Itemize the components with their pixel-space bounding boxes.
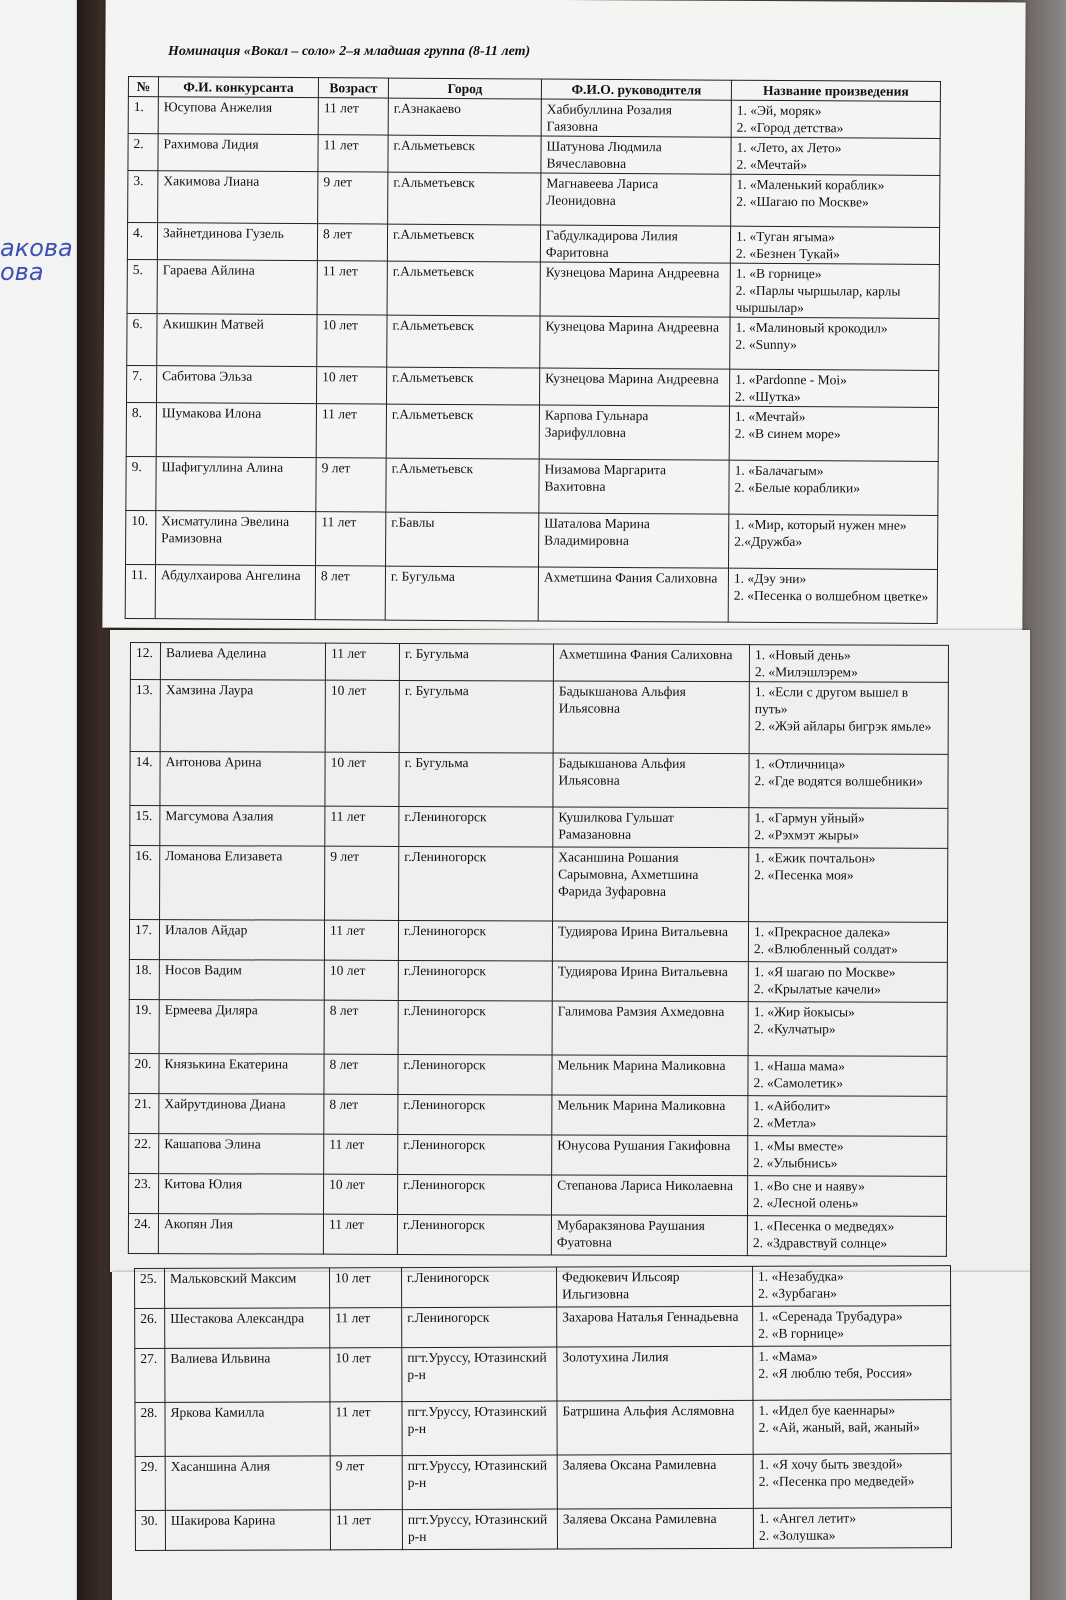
song-title: 1. «Я шагаю по Москве» [753, 964, 896, 980]
song-title: 2. «Ай, жаный, вай, жаный» [758, 1419, 920, 1435]
table-row [135, 1266, 951, 1309]
participant-age: 8 лет [324, 1000, 398, 1054]
participant-city: г.Лениногорск [398, 1000, 552, 1055]
participant-city: г.Лениногорск [398, 1094, 552, 1135]
song-list [753, 1346, 951, 1401]
participant-city: г.Лениногорск [398, 1134, 552, 1175]
song-list [748, 1002, 947, 1057]
participant-age: 11 лет [318, 135, 388, 172]
song-title: 2. «Жэй айлары бигрэк ямьле» [754, 718, 932, 734]
song-title: 2. «Улыбнись» [753, 1155, 838, 1171]
participant-age: 9 лет [316, 458, 386, 512]
participant-age: 10 лет [317, 315, 387, 367]
song-list [748, 1176, 947, 1217]
song-title: 2. «Здравствуй солнце» [752, 1235, 888, 1251]
song-title: 2. «Мечтай» [736, 156, 808, 173]
participant-city: г.Лениногорск [398, 1174, 552, 1215]
table-row [135, 1508, 951, 1551]
table-row [129, 1173, 947, 1216]
participant-age: 11 лет [317, 261, 387, 315]
participant-city: пгт.Уруссу, Ютазинский р-н [402, 1509, 557, 1550]
song-title: 2. «Sunny» [735, 336, 797, 353]
song-list [748, 922, 947, 963]
table-row [127, 365, 939, 407]
song-title: 2. «Безнен Тукай» [735, 245, 840, 262]
song-title: 1. «Ангел летит» [758, 1510, 857, 1526]
participant-city: г.Лениногорск [399, 806, 553, 847]
participant-age: 11 лет [318, 98, 388, 135]
row-number: 4. [127, 223, 157, 260]
participant-age: 9 лет [330, 1456, 402, 1510]
row-number: 25. [135, 1268, 165, 1308]
row-number: 19. [129, 999, 159, 1053]
table-row [130, 752, 948, 809]
table-row [129, 1093, 947, 1136]
col-header-age: Возраст [318, 78, 388, 98]
col-header-song: Название произведения [731, 80, 940, 101]
song-title: 1. «Незабудка» [758, 1268, 844, 1284]
song-list [729, 514, 938, 569]
col-header-city: Город [388, 78, 541, 99]
leader-name: Кузнецова Марина Андреевна [539, 368, 729, 406]
table-row [127, 223, 939, 265]
participant-name: Кашапова Элина [159, 1134, 324, 1175]
participant-city: г. Бугульма [399, 752, 553, 807]
table-row [128, 97, 940, 139]
song-list [753, 1454, 951, 1509]
participant-city: г.Лениногорск [402, 1267, 557, 1308]
song-title: 2. «Самолетик» [753, 1075, 844, 1091]
leader-name: Мубаракзянова Раушания Фуатовна [551, 1215, 747, 1256]
song-title: 2. «Рэхмэт жыры» [754, 827, 860, 843]
leader-name: Захарова Наталья Геннадьевна [557, 1306, 753, 1347]
song-title: 2. «В синем море» [734, 425, 841, 442]
row-number: 22. [129, 1133, 159, 1173]
row-number: 14. [130, 752, 160, 806]
row-number: 2. [128, 134, 158, 171]
song-list [748, 962, 947, 1003]
song-list [730, 263, 939, 318]
row-number: 23. [129, 1173, 159, 1213]
row-number: 24. [128, 1213, 158, 1253]
song-list [752, 1266, 950, 1307]
song-title: 1. «Айболит» [753, 1098, 831, 1114]
leader-name: Степанова Лариса Николаевна [552, 1175, 748, 1216]
leader-name: Галимова Рамзия Ахмедовна [552, 1001, 748, 1056]
leader-name: Федюкевич Ильсояр Ильгизовна [556, 1266, 752, 1307]
song-title: 1. «Мы вместе» [753, 1138, 844, 1154]
participant-city: г.Азнакаево [388, 98, 541, 136]
participant-name: Шафигуллина Алина [156, 457, 316, 512]
leader-name: Кушилкова Гульшат Рамазановна [553, 807, 749, 848]
song-title: 2. «Песенка моя» [754, 867, 854, 883]
leader-name: Мельник Марина Маликовна [552, 1055, 748, 1096]
song-list [749, 808, 948, 849]
table-row [130, 643, 948, 683]
participant-name: Хакимова Лиана [158, 171, 318, 224]
song-list [748, 1096, 947, 1137]
col-header-leader: Ф.И.О. руководителя [541, 79, 731, 100]
participant-age: 11 лет [325, 643, 399, 680]
row-number: 12. [130, 643, 160, 680]
song-title: 1. «Во сне и наяву» [753, 1178, 865, 1194]
row-number: 3. [128, 171, 158, 223]
table-row [129, 1053, 947, 1096]
participant-name: Хайрутдинова Диана [159, 1094, 324, 1135]
participant-name: Шакирова Карина [165, 1510, 330, 1551]
participant-name: Валиева Ильвина [165, 1348, 330, 1403]
row-number: 1. [128, 97, 158, 134]
participant-city: пгт.Уруссу, Ютазинский р-н [402, 1347, 557, 1402]
song-title: 2. «Лесной олень» [753, 1195, 859, 1211]
song-list [753, 1508, 951, 1549]
participant-city: г.Альметьевск [388, 172, 541, 225]
song-title: 2. «Метла» [753, 1115, 817, 1131]
song-title: 2. «Шутка» [735, 388, 801, 405]
leader-name: Ахметшина Фания Салиховна [553, 644, 749, 682]
table-row [128, 171, 940, 228]
song-title: 2. «Милэшлэрем» [754, 664, 858, 680]
participant-city: г. Бугульма [399, 680, 553, 753]
participant-age: 9 лет [318, 172, 388, 224]
participant-name: Мальковский Максим [165, 1268, 330, 1309]
participant-name: Шумакова Илона [156, 403, 316, 458]
table-row [135, 1454, 951, 1511]
song-title: 2. «Песенка о волшебном цветке» [733, 587, 929, 604]
song-title: 1. «В горнице» [735, 265, 822, 282]
song-title: 1. «Мама» [758, 1348, 818, 1364]
participant-city: г.Лениногорск [397, 1214, 551, 1255]
table-row [126, 456, 938, 515]
song-title: 2. «Шагаю по Москве» [736, 193, 869, 210]
row-number: 13. [130, 680, 160, 752]
participant-name: Акопян Лия [158, 1214, 323, 1255]
song-list [731, 100, 940, 138]
participant-age: 11 лет [330, 1402, 402, 1456]
participant-city: г.Альметьевск [387, 367, 540, 405]
leader-name: Батршина Альфия Аслямовна [557, 1400, 753, 1455]
song-title: 1. «Туган ягыма» [735, 228, 835, 245]
song-title: 1. «Песенка о медведях» [752, 1218, 895, 1234]
song-list [729, 406, 938, 461]
participant-name: Яркова Камилла [165, 1402, 330, 1457]
row-number: 15. [130, 806, 160, 846]
song-list [729, 460, 938, 515]
participant-age: 10 лет [324, 960, 398, 1000]
participant-age: 11 лет [330, 1510, 402, 1550]
participant-city: г. Бугульма [385, 566, 538, 621]
song-title: 1. «Балачагым» [734, 462, 824, 479]
song-list [728, 568, 937, 623]
table-row [135, 1306, 951, 1349]
song-list [753, 1306, 951, 1347]
participant-age: 11 лет [316, 404, 386, 458]
participant-age: 11 лет [324, 920, 398, 960]
song-list [731, 137, 940, 175]
song-title: 1. «Мечтай» [734, 408, 806, 425]
participant-name: Абдулхаирова Ангелина [155, 565, 315, 620]
leader-name: Бадыкшанова Альфия Ильясовна [553, 753, 749, 808]
row-number: 16. [130, 846, 160, 920]
song-list [747, 1216, 946, 1257]
song-title: 1. «Я хочу быть звездой» [758, 1456, 903, 1472]
leader-name: Магнавеева Лариса Леонидовна [541, 173, 731, 226]
row-number: 26. [135, 1308, 165, 1348]
row-number: 27. [135, 1348, 165, 1402]
document-title: Номинация «Вокал – соло» 2–я младшая группа (8-11 лет) [168, 44, 531, 59]
song-list [749, 645, 948, 683]
participant-city: г.Альметьевск [387, 261, 540, 316]
participant-name: Князькина Екатерина [159, 1054, 324, 1095]
song-title: 2. «Я люблю тебя, Россия» [758, 1365, 913, 1381]
song-title: 1. «Мир, который нужен мне» [734, 516, 907, 533]
col-header-name: Ф.И. конкурсанта [158, 77, 318, 98]
table-row [129, 920, 947, 963]
song-title: 2. «Крылатые качели» [753, 981, 881, 997]
col-header-number: № [128, 77, 158, 97]
participant-age: 9 лет [325, 846, 399, 920]
table-row [129, 959, 947, 1002]
participant-city: г.Альметьевск [386, 404, 539, 459]
row-number: 17. [129, 920, 159, 960]
row-number: 21. [129, 1093, 159, 1133]
row-number: 7. [127, 365, 157, 402]
row-number: 20. [129, 1053, 159, 1093]
table-row [130, 806, 948, 849]
participants-table-page-3 [134, 1265, 952, 1551]
song-title: 2. «Золушка» [758, 1527, 836, 1543]
participant-name: Антонова Арина [160, 752, 325, 807]
leader-name: Мельник Марина Маликовна [552, 1095, 748, 1136]
table-row [135, 1400, 951, 1457]
song-title: 1. «Pardonne - Moi» [735, 371, 847, 388]
participant-name: Ермеева Диляра [159, 1000, 324, 1055]
row-number: 28. [135, 1402, 165, 1456]
song-title: 1. «Серенада Трубадура» [758, 1308, 903, 1324]
song-title: 2.«Дружба» [734, 533, 803, 550]
table-row [130, 680, 948, 755]
handwritten-note: ова [0, 258, 44, 286]
row-number: 8. [126, 402, 156, 456]
participant-age: 8 лет [315, 566, 385, 620]
participant-city: г.Лениногорск [398, 1054, 552, 1095]
song-title: 1. «Эй, моряк» [736, 102, 822, 119]
leader-name: Шаталова Марина Владимировна [539, 513, 729, 568]
participant-city: г. Бугульма [399, 643, 553, 681]
song-title: 2. «Песенка про медведей» [758, 1473, 915, 1489]
participant-city: г.Лениногорск [398, 960, 552, 1001]
participant-name: Валиева Аделина [160, 643, 325, 681]
row-number: 10. [126, 510, 156, 564]
participant-name: Хамзина Лаура [160, 680, 325, 753]
leader-name: Шатунова Людмила Вячеславовна [541, 136, 731, 174]
song-title: 1. «Дэу эни» [733, 570, 807, 587]
song-title: 1. «Жир йокысы» [753, 1004, 855, 1020]
leader-name: Кузнецова Марина Андреевна [540, 316, 730, 369]
song-title: 1. «Отличница» [754, 756, 846, 772]
song-list [753, 1400, 951, 1455]
table-row [125, 564, 937, 623]
leader-name: Хабибуллина Розалия Гаязовна [541, 99, 731, 137]
song-list [749, 848, 948, 923]
participants-table-page-1 [125, 76, 941, 624]
leader-name: Ахметшина Фания Салиховна [538, 567, 728, 622]
row-number: 5. [127, 259, 157, 313]
participant-age: 11 лет [316, 512, 386, 566]
participant-age: 11 лет [330, 1308, 402, 1348]
leader-name: Заляева Оксана Рамилевна [557, 1508, 753, 1549]
leader-name: Низамова Маргарита Вахитовна [539, 459, 729, 514]
table-row [127, 313, 939, 370]
participant-age: 11 лет [324, 1134, 398, 1174]
participant-city: г.Лениногорск [398, 920, 552, 961]
song-title: 1. «Ежик почтальон» [754, 850, 876, 866]
row-number: 6. [127, 313, 157, 365]
leader-name: Карпова Гульнара Зарифулловна [539, 405, 729, 460]
leader-name: Тудиярова Ирина Витальевна [552, 961, 748, 1002]
participant-city: г.Альметьевск [386, 458, 539, 513]
leader-name: Габдулкадирова Лилия Фаритовна [540, 225, 730, 263]
song-title: 1. «Идел буе каеннары» [758, 1402, 896, 1418]
leader-name: Бадыкшанова Альфия Ильясовна [553, 681, 749, 754]
song-title: 2. «В горнице» [758, 1325, 845, 1341]
participant-age: 10 лет [325, 752, 399, 806]
participant-age: 10 лет [330, 1268, 402, 1308]
participant-name: Сабитова Эльза [157, 366, 317, 404]
participant-city: пгт.Уруссу, Ютазинский р-н [402, 1455, 557, 1510]
song-title: 1. «Маленький кораблик» [736, 176, 885, 193]
participant-age: 11 лет [323, 1214, 397, 1254]
participant-city: г.Лениногорск [402, 1307, 557, 1348]
participant-age: 8 лет [324, 1094, 398, 1134]
leader-name: Тудиярова Ирина Витальевна [552, 921, 748, 962]
song-title: 2. «Зурбаган» [758, 1285, 838, 1301]
song-list [729, 369, 938, 407]
participant-age: 11 лет [325, 806, 399, 846]
participant-city: г.Альметьевск [388, 135, 541, 173]
participant-name: Илалов Айдар [159, 920, 324, 961]
participant-city: г.Альметьевск [387, 224, 540, 262]
row-number: 9. [126, 456, 156, 510]
song-title: 1. «Гармун уйный» [754, 810, 865, 826]
song-title: 2. «Кулчатыр» [753, 1021, 836, 1037]
table-row [129, 999, 947, 1056]
handwritten-note: акова [0, 234, 73, 262]
participant-city: пгт.Уруссу, Ютазинский р-н [402, 1401, 557, 1456]
table-row [129, 1133, 947, 1176]
participant-name: Носов Вадим [159, 960, 324, 1001]
participant-age: 8 лет [324, 1054, 398, 1094]
participant-name: Рахимова Лидия [158, 134, 318, 172]
participant-age: 8 лет [317, 224, 387, 261]
song-title: 1. «Лето, ах Лето» [736, 139, 842, 156]
participants-table-page-2 [128, 642, 949, 1257]
participant-age: 10 лет [330, 1348, 402, 1402]
leader-name: Заляева Оксана Рамилевна [557, 1454, 753, 1509]
participant-city: г.Бавлы [386, 512, 539, 567]
song-list [748, 1056, 947, 1097]
song-title: 1. «Наша мама» [753, 1058, 845, 1074]
participant-age: 10 лет [324, 1174, 398, 1214]
participant-name: Шестакова Александра [165, 1308, 330, 1349]
participant-name: Акишкин Матвей [157, 314, 317, 367]
table-row [130, 846, 948, 923]
participant-name: Гараева Айлина [157, 260, 317, 315]
participant-age: 10 лет [325, 680, 399, 752]
song-title: 2. «Где водятся волшебники» [754, 773, 924, 789]
table-row [126, 402, 938, 461]
song-list [749, 754, 948, 809]
song-title: 1. «Новый день» [754, 647, 851, 663]
row-number: 18. [129, 959, 159, 999]
table-row [127, 259, 939, 318]
participant-name: Хасаншина Алия [165, 1456, 330, 1511]
participant-age: 10 лет [317, 367, 387, 404]
participant-city: г.Альметьевск [387, 315, 540, 368]
leader-name: Золотухина Лилия [557, 1346, 753, 1401]
participant-name: Зайнетдинова Гузель [157, 223, 317, 261]
row-number: 30. [135, 1510, 165, 1550]
table-row [126, 510, 938, 569]
participant-city: г.Лениногорск [399, 846, 553, 921]
song-list [749, 682, 948, 755]
participant-name: Китова Юлия [159, 1174, 324, 1215]
leader-name: Кузнецова Марина Андреевна [540, 262, 730, 317]
song-title: 2. «Белые кораблики» [734, 479, 861, 496]
song-title: 1. «Прекрасное далека» [753, 924, 891, 940]
song-list [730, 226, 939, 264]
song-list [730, 317, 939, 370]
row-number: 11. [125, 564, 155, 618]
song-title: 1. «Малиновый крокодил» [735, 319, 888, 336]
participant-name: Хисматулина Эвелина Рамизовна [156, 511, 316, 566]
leader-name: Хасаншина Рошания Сарымовна, Ахметшина Фарида Зуфаровна [553, 847, 749, 922]
row-number: 29. [135, 1456, 165, 1510]
song-title: 2. «Влюбленный солдат» [753, 941, 898, 957]
table-row [128, 1213, 946, 1256]
participant-name: Магсумова Азалия [160, 806, 325, 847]
leader-name: Юнусова Рушания Гакифовна [552, 1135, 748, 1176]
participant-name: Ломанова Елизавета [160, 846, 325, 921]
adjacent-sheet [0, 0, 77, 1600]
song-title: 2. «Город детства» [736, 119, 844, 136]
song-list [731, 174, 940, 227]
song-list [748, 1136, 947, 1177]
song-title: 2. «Парлы чыршылар, карлы чыршылар» [735, 282, 901, 316]
song-title: 1. «Если с другом вышел в путь» [754, 684, 909, 717]
participant-name: Юсупова Анжелия [158, 97, 318, 135]
table-row [128, 134, 940, 176]
table-row [135, 1346, 951, 1403]
